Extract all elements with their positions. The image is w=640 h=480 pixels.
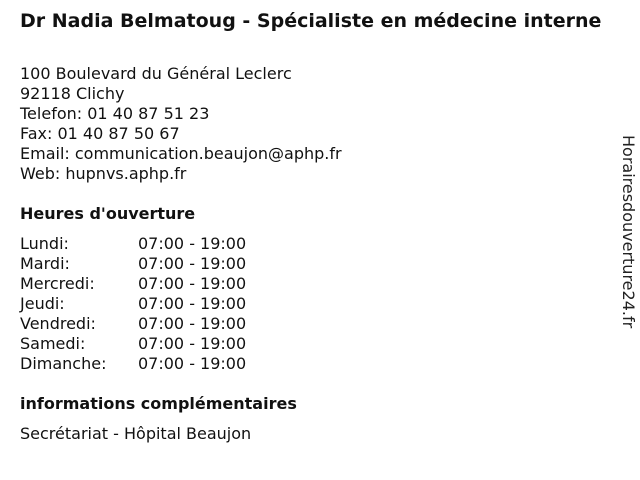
day-label: Mardi: xyxy=(20,254,70,273)
day-label: Dimanche: xyxy=(20,354,107,373)
address-street: 100 Boulevard du Général Leclerc xyxy=(20,64,292,83)
time-range: 07:00 - 19:00 xyxy=(138,274,247,293)
additional-info-heading: informations complémentaires xyxy=(20,394,297,413)
day-label: Jeudi: xyxy=(20,294,65,313)
site-watermark: Horairesdouverture24.fr xyxy=(619,135,638,329)
address-city: 92118 Clichy xyxy=(20,84,125,103)
page-title: Dr Nadia Belmatoug - Spécialiste en médecine interne xyxy=(20,10,602,32)
additional-info-text: Secrétariat - Hôpital Beaujon xyxy=(20,424,252,443)
phone-number: Telefon: 01 40 87 51 23 xyxy=(20,104,210,123)
time-range: 07:00 - 19:00 xyxy=(138,314,247,333)
day-label: Samedi: xyxy=(20,334,86,353)
contact-block xyxy=(20,64,342,184)
time-range: 07:00 - 19:00 xyxy=(138,354,247,373)
day-label: Mercredi: xyxy=(20,274,95,293)
fax-number: Fax: 01 40 87 50 67 xyxy=(20,124,180,143)
time-range: 07:00 - 19:00 xyxy=(138,234,247,253)
time-range: 07:00 - 19:00 xyxy=(138,294,247,313)
time-range: 07:00 - 19:00 xyxy=(138,254,247,273)
opening-hours-heading: Heures d'ouverture xyxy=(20,204,196,223)
day-label: Lundi: xyxy=(20,234,69,253)
website: Web: hupnvs.aphp.fr xyxy=(20,164,187,183)
email-address: Email: communication.beaujon@aphp.fr xyxy=(20,144,342,163)
day-label: Vendredi: xyxy=(20,314,96,333)
time-range: 07:00 - 19:00 xyxy=(138,334,247,353)
